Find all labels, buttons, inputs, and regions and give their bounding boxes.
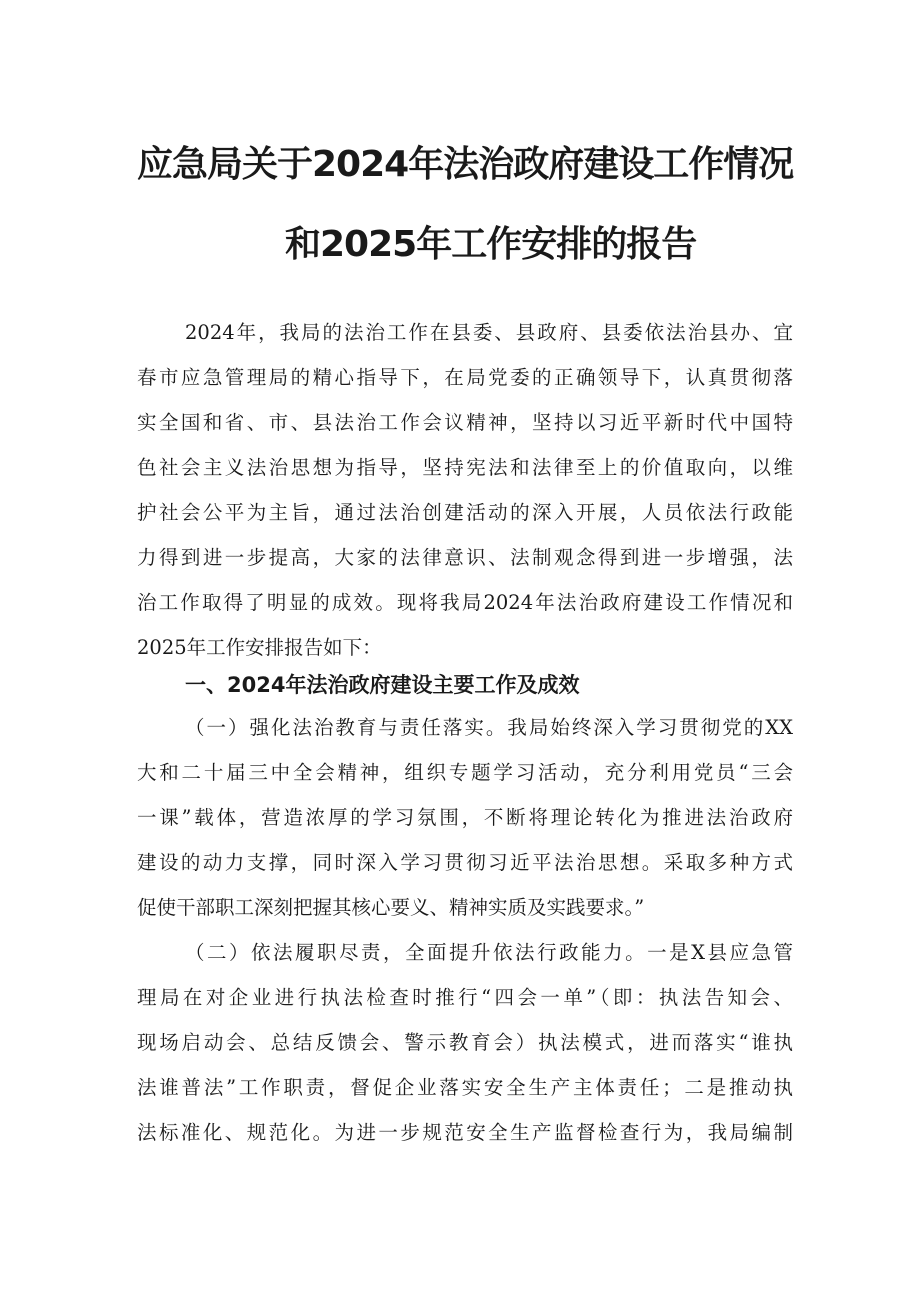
document-title-line-1: 应急局关于2024年法治政府建设工作情况 [137, 144, 794, 185]
item-2-line-5: 法标准化、规范化。为进一步规范安全生产监督检查行为，我局编制 [137, 1121, 793, 1144]
item-2-line-2: 理局在对企业进行执法检查时推行“四会一单”（即：执法告知会、 [137, 986, 793, 1009]
intro-line-6: 力得到进一步提高，大家的法律意识、法制观念得到进一步增强，法 [137, 546, 793, 569]
item-1-line-4: 建设的动力支撑，同时深入学习贯彻习近平法治思想。采取多种方式 [137, 851, 793, 874]
item-1-line-1: （一）强化法治教育与责任落实。我局始终深入学习贯彻党的XX [185, 716, 793, 739]
intro-line-4: 色社会主义法治思想为指导，坚持宪法和法律至上的价值取向，以维 [137, 456, 793, 479]
item-2-line-4: 法谁普法”工作职责，督促企业落实安全生产主体责任；二是推动执 [137, 1076, 793, 1099]
section-1-heading: 一、2024年法治政府建设主要工作及成效 [185, 673, 580, 697]
item-1-line-5: 促使干部职工深刻把握其核心要义、精神实质及实践要求。” [137, 896, 645, 919]
document-title-line-2: 和2025年工作安排的报告 [285, 224, 697, 265]
intro-line-7: 治工作取得了明显的成效。现将我局2024年法治政府建设工作情况和 [137, 591, 793, 614]
intro-line-5: 护社会公平为主旨，通过法治创建活动的深入开展，人员依法行政能 [137, 501, 793, 524]
intro-line-1: 2024年，我局的法治工作在县委、县政府、县委依法治县办、宜 [185, 321, 793, 344]
intro-line-8: 2025年工作安排报告如下： [137, 636, 382, 659]
item-2-line-1: （二）依法履职尽责，全面提升依法行政能力。一是X县应急管 [185, 941, 793, 964]
item-1-line-2: 大和二十届三中全会精神，组织专题学习活动，充分利用党员“三会 [137, 761, 793, 784]
intro-line-3: 实全国和省、市、县法治工作会议精神，坚持以习近平新时代中国特 [137, 411, 793, 434]
item-1-line-3: 一课”载体，营造浓厚的学习氛围，不断将理论转化为推进法治政府 [137, 806, 793, 829]
intro-line-2: 春市应急管理局的精心指导下，在局党委的正确领导下，认真贯彻落 [137, 366, 793, 389]
item-2-line-3: 现场启动会、总结反馈会、警示教育会）执法模式，进而落实“谁执 [137, 1031, 793, 1054]
